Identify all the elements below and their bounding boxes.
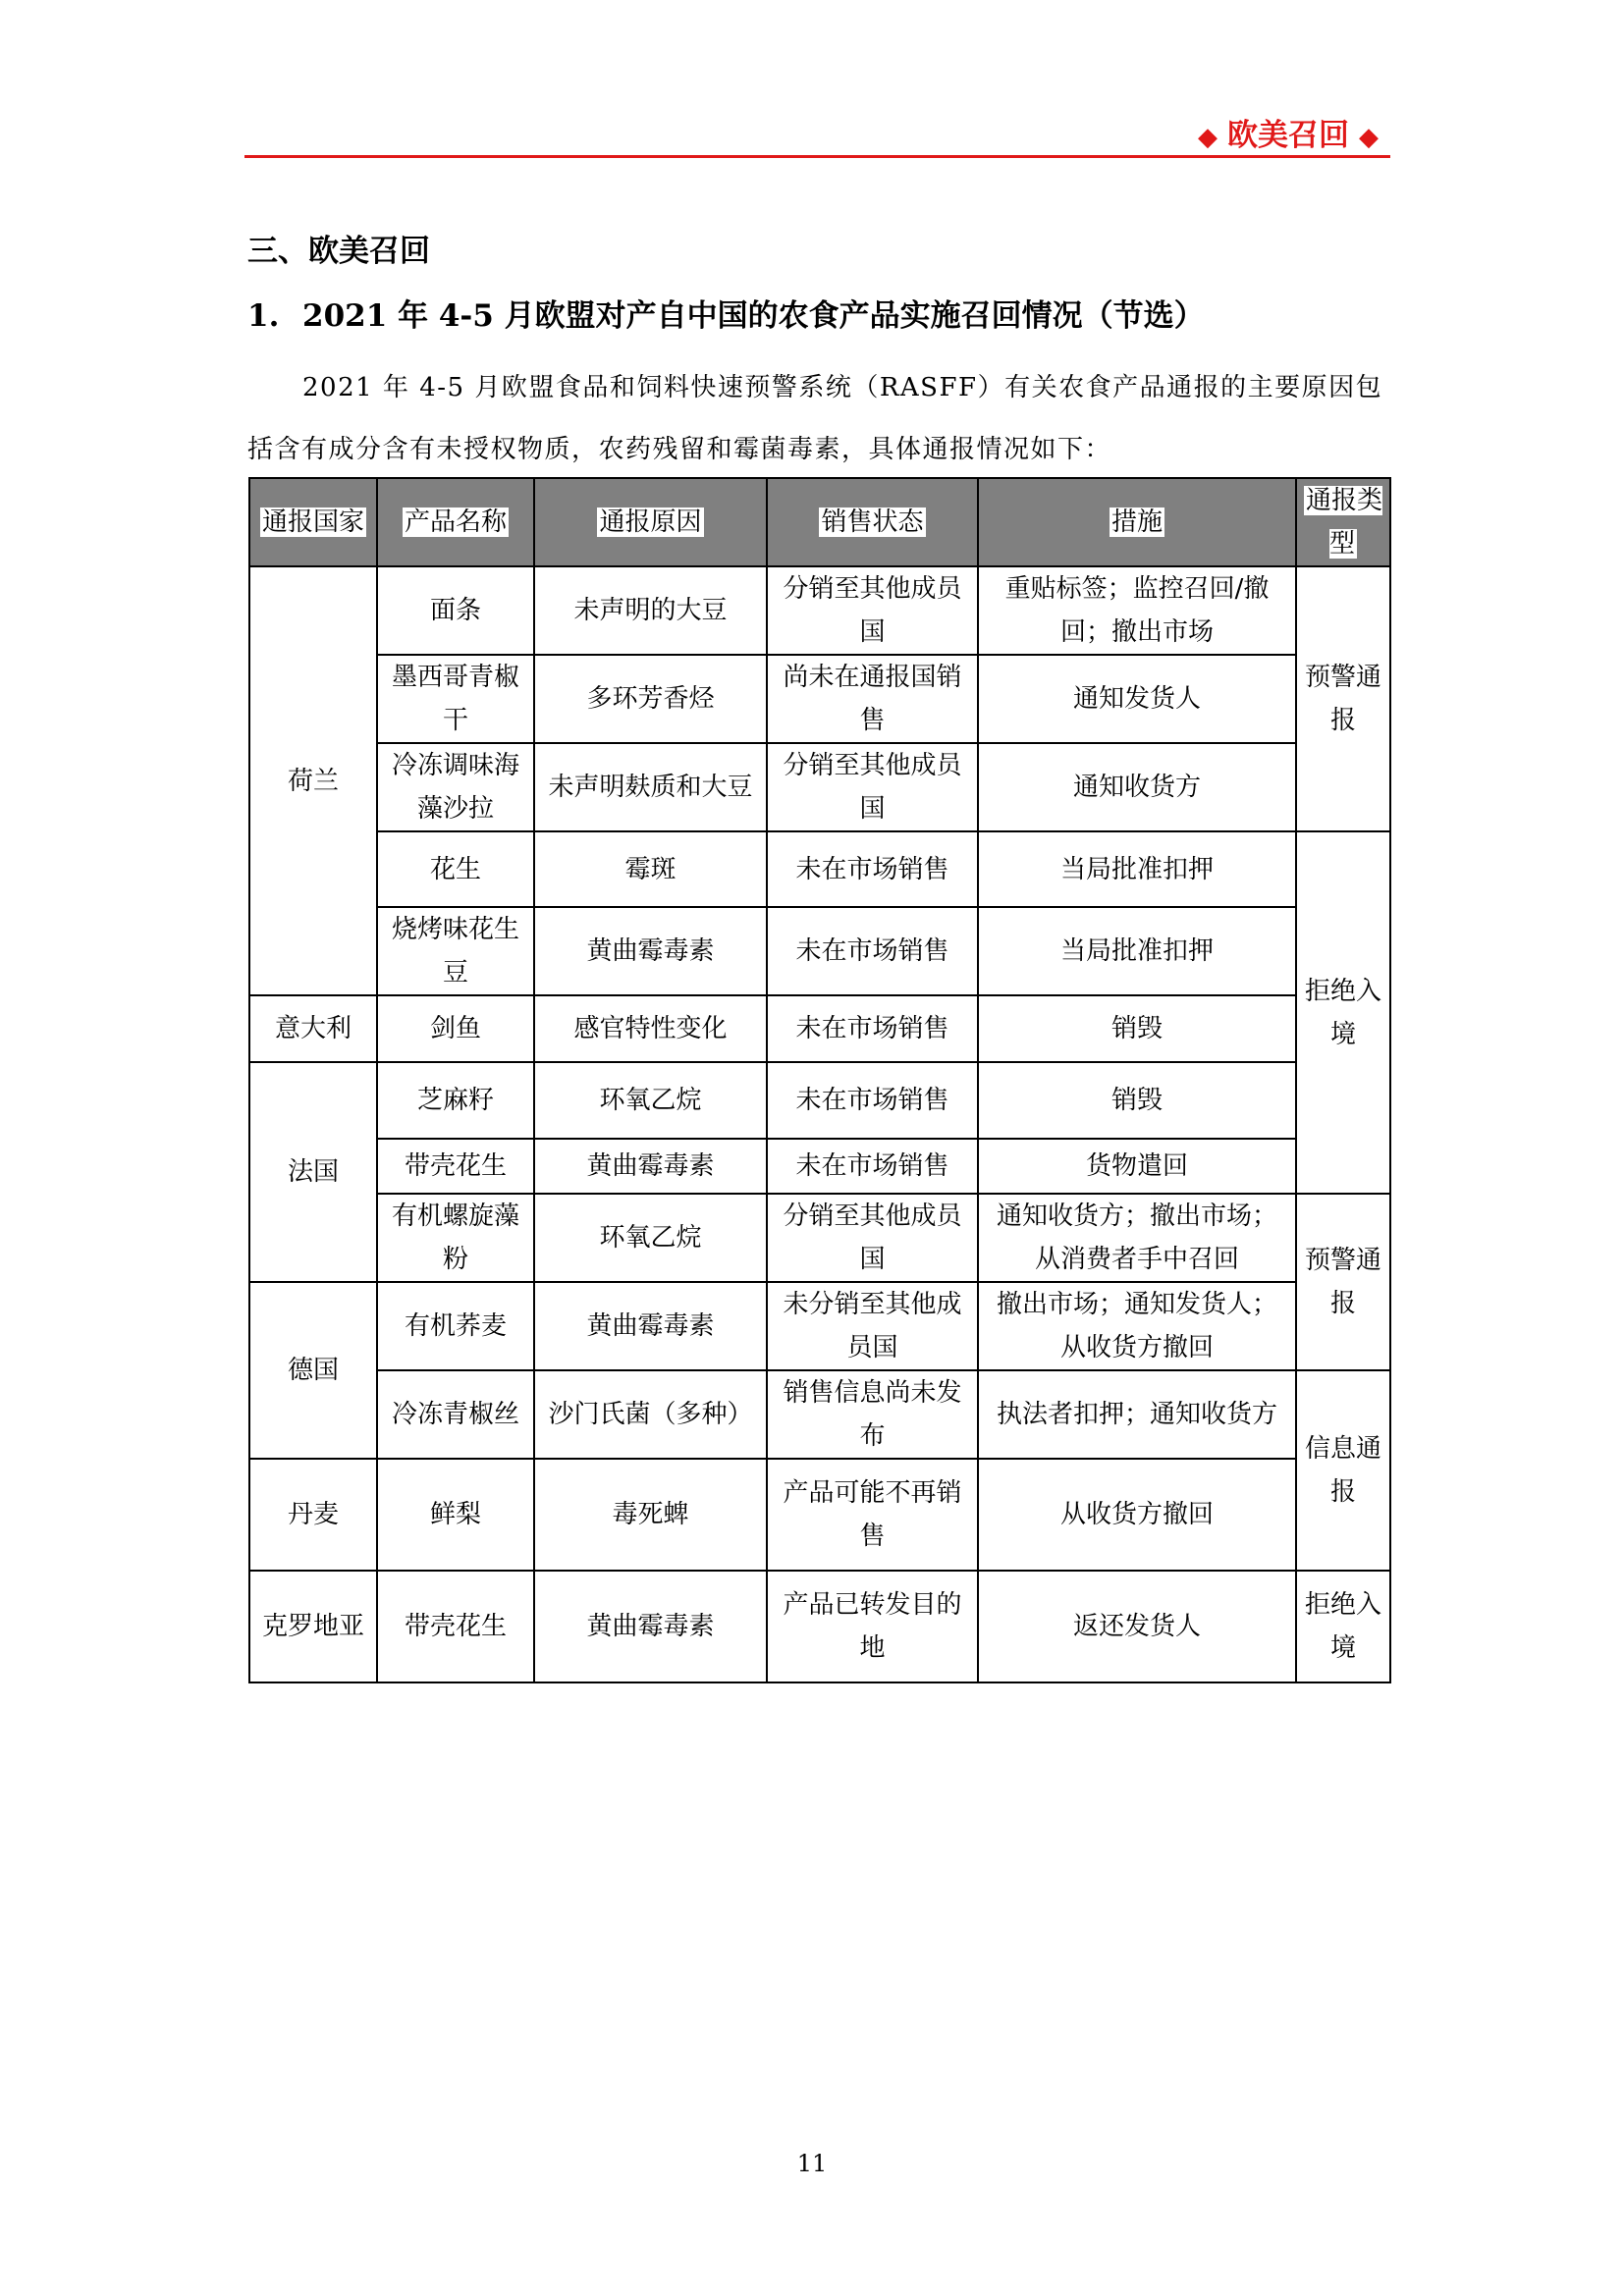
- status-cell: 分销至其他成员国: [767, 743, 978, 831]
- measure-cell: 销毁: [978, 1062, 1296, 1139]
- status-cell: 未分销至其他成员国: [767, 1282, 978, 1370]
- header-measure: 措施: [978, 478, 1296, 566]
- product-cell: 墨西哥青椒干: [377, 655, 534, 743]
- country-cell: 法国: [249, 1062, 377, 1282]
- reason-cell: 环氧乙烷: [534, 1062, 767, 1139]
- reason-cell: 沙门氏菌（多种）: [534, 1370, 767, 1459]
- diamond-marker-left: ◆: [1198, 123, 1218, 152]
- table-row: [249, 995, 1390, 1062]
- measure-cell: 通知收货方；撤出市场；从消费者手中召回: [978, 1194, 1296, 1282]
- measure-cell: 从收货方撤回: [978, 1459, 1296, 1571]
- product-cell: 鲜梨: [377, 1459, 534, 1571]
- table-header-row: [249, 478, 1390, 566]
- table-row: [249, 1459, 1390, 1571]
- country-cell: 德国: [249, 1282, 377, 1459]
- status-cell: 产品可能不再销售: [767, 1459, 978, 1571]
- product-cell: 剑鱼: [377, 995, 534, 1062]
- status-cell: 销售信息尚未发布: [767, 1370, 978, 1459]
- table-row: [249, 907, 1390, 995]
- section-title: 三、欧美召回: [247, 234, 430, 269]
- product-cell: 芝麻籽: [377, 1062, 534, 1139]
- type-cell: 信息通报: [1296, 1370, 1390, 1571]
- status-cell: 分销至其他成员国: [767, 566, 978, 655]
- type-cell: 预警通报: [1296, 1194, 1390, 1370]
- subsection-number: 1.: [247, 298, 280, 334]
- page-number: 11: [796, 2150, 828, 2177]
- status-cell: 未在市场销售: [767, 1062, 978, 1139]
- measure-cell: 通知收货方: [978, 743, 1296, 831]
- measure-cell: 返还发货人: [978, 1571, 1296, 1682]
- diamond-marker-right: ◆: [1359, 123, 1379, 152]
- product-cell: 带壳花生: [377, 1571, 534, 1682]
- header-rule: [244, 155, 1390, 158]
- product-cell: 花生: [377, 831, 534, 907]
- country-cell: 荷兰: [249, 566, 377, 995]
- reason-cell: 黄曲霉毒素: [534, 1139, 767, 1194]
- reason-cell: 未声明麸质和大豆: [534, 743, 767, 831]
- type-cell: 拒绝入境: [1296, 831, 1390, 1194]
- type-cell: 预警通报: [1296, 566, 1390, 831]
- product-cell: 冷冻青椒丝: [377, 1370, 534, 1459]
- product-cell: 有机螺旋藻粉: [377, 1194, 534, 1282]
- table-row: [249, 655, 1390, 743]
- header-type: 通报类型: [1296, 478, 1390, 566]
- product-cell: 面条: [377, 566, 534, 655]
- table-row: [249, 1370, 1390, 1459]
- header-status: 销售状态: [767, 478, 978, 566]
- reason-cell: 感官特性变化: [534, 995, 767, 1062]
- status-cell: 未在市场销售: [767, 831, 978, 907]
- reason-cell: 环氧乙烷: [534, 1194, 767, 1282]
- reason-cell: 黄曲霉毒素: [534, 1571, 767, 1682]
- measure-cell: 当局批准扣押: [978, 907, 1296, 995]
- status-cell: 尚未在通报国销售: [767, 655, 978, 743]
- product-cell: 冷冻调味海藻沙拉: [377, 743, 534, 831]
- header-country: 通报国家: [249, 478, 377, 566]
- measure-cell: 重贴标签；监控召回/撤回；撤出市场: [978, 566, 1296, 655]
- running-header: [1188, 116, 1388, 157]
- measure-cell: 销毁: [978, 995, 1296, 1062]
- subsection-title: [247, 296, 1205, 336]
- reason-cell: 未声明的大豆: [534, 566, 767, 655]
- reason-cell: 多环芳香烃: [534, 655, 767, 743]
- measure-cell: 执法者扣押；通知收货方: [978, 1370, 1296, 1459]
- table-row: [249, 743, 1390, 831]
- running-header-text: 欧美召回: [1227, 118, 1349, 153]
- measure-cell: 货物遣回: [978, 1139, 1296, 1194]
- status-cell: 未在市场销售: [767, 1139, 978, 1194]
- table-row: [249, 1062, 1390, 1139]
- status-cell: 产品已转发目的地: [767, 1571, 978, 1682]
- product-cell: 烧烤味花生豆: [377, 907, 534, 995]
- product-cell: 有机荞麦: [377, 1282, 534, 1370]
- product-cell: 带壳花生: [377, 1139, 534, 1194]
- reason-cell: 霉斑: [534, 831, 767, 907]
- measure-cell: 撤出市场；通知发货人；从收货方撤回: [978, 1282, 1296, 1370]
- type-cell: 拒绝入境: [1296, 1571, 1390, 1682]
- measure-cell: 通知发货人: [978, 655, 1296, 743]
- table-row: [249, 1571, 1390, 1682]
- table-row: [249, 566, 1390, 655]
- table-row: [249, 1194, 1390, 1282]
- reason-cell: 黄曲霉毒素: [534, 1282, 767, 1370]
- country-cell: 意大利: [249, 995, 377, 1062]
- status-cell: 未在市场销售: [767, 907, 978, 995]
- subsection-title-text: 2021 年 4-5 月欧盟对产自中国的农食产品实施召回情况（节选）: [302, 298, 1205, 334]
- reason-cell: 毒死蜱: [534, 1459, 767, 1571]
- reason-cell: 黄曲霉毒素: [534, 907, 767, 995]
- table-row: [249, 1282, 1390, 1370]
- country-cell: 克罗地亚: [249, 1571, 377, 1682]
- recall-table: [248, 477, 1391, 1683]
- intro-paragraph: 2021 年 4-5 月欧盟食品和饲料快速预警系统（RASFF）有关农食产品通报的主要原因包括含有成分含有未授权物质，农药残留和霉菌毒素，具体通报情况如下：: [247, 373, 1383, 464]
- measure-cell: 当局批准扣押: [978, 831, 1296, 907]
- table-row: [249, 1139, 1390, 1194]
- table-row: [249, 831, 1390, 907]
- header-product: 产品名称: [377, 478, 534, 566]
- country-cell: 丹麦: [249, 1459, 377, 1571]
- header-reason: 通报原因: [534, 478, 767, 566]
- status-cell: 分销至其他成员国: [767, 1194, 978, 1282]
- status-cell: 未在市场销售: [767, 995, 978, 1062]
